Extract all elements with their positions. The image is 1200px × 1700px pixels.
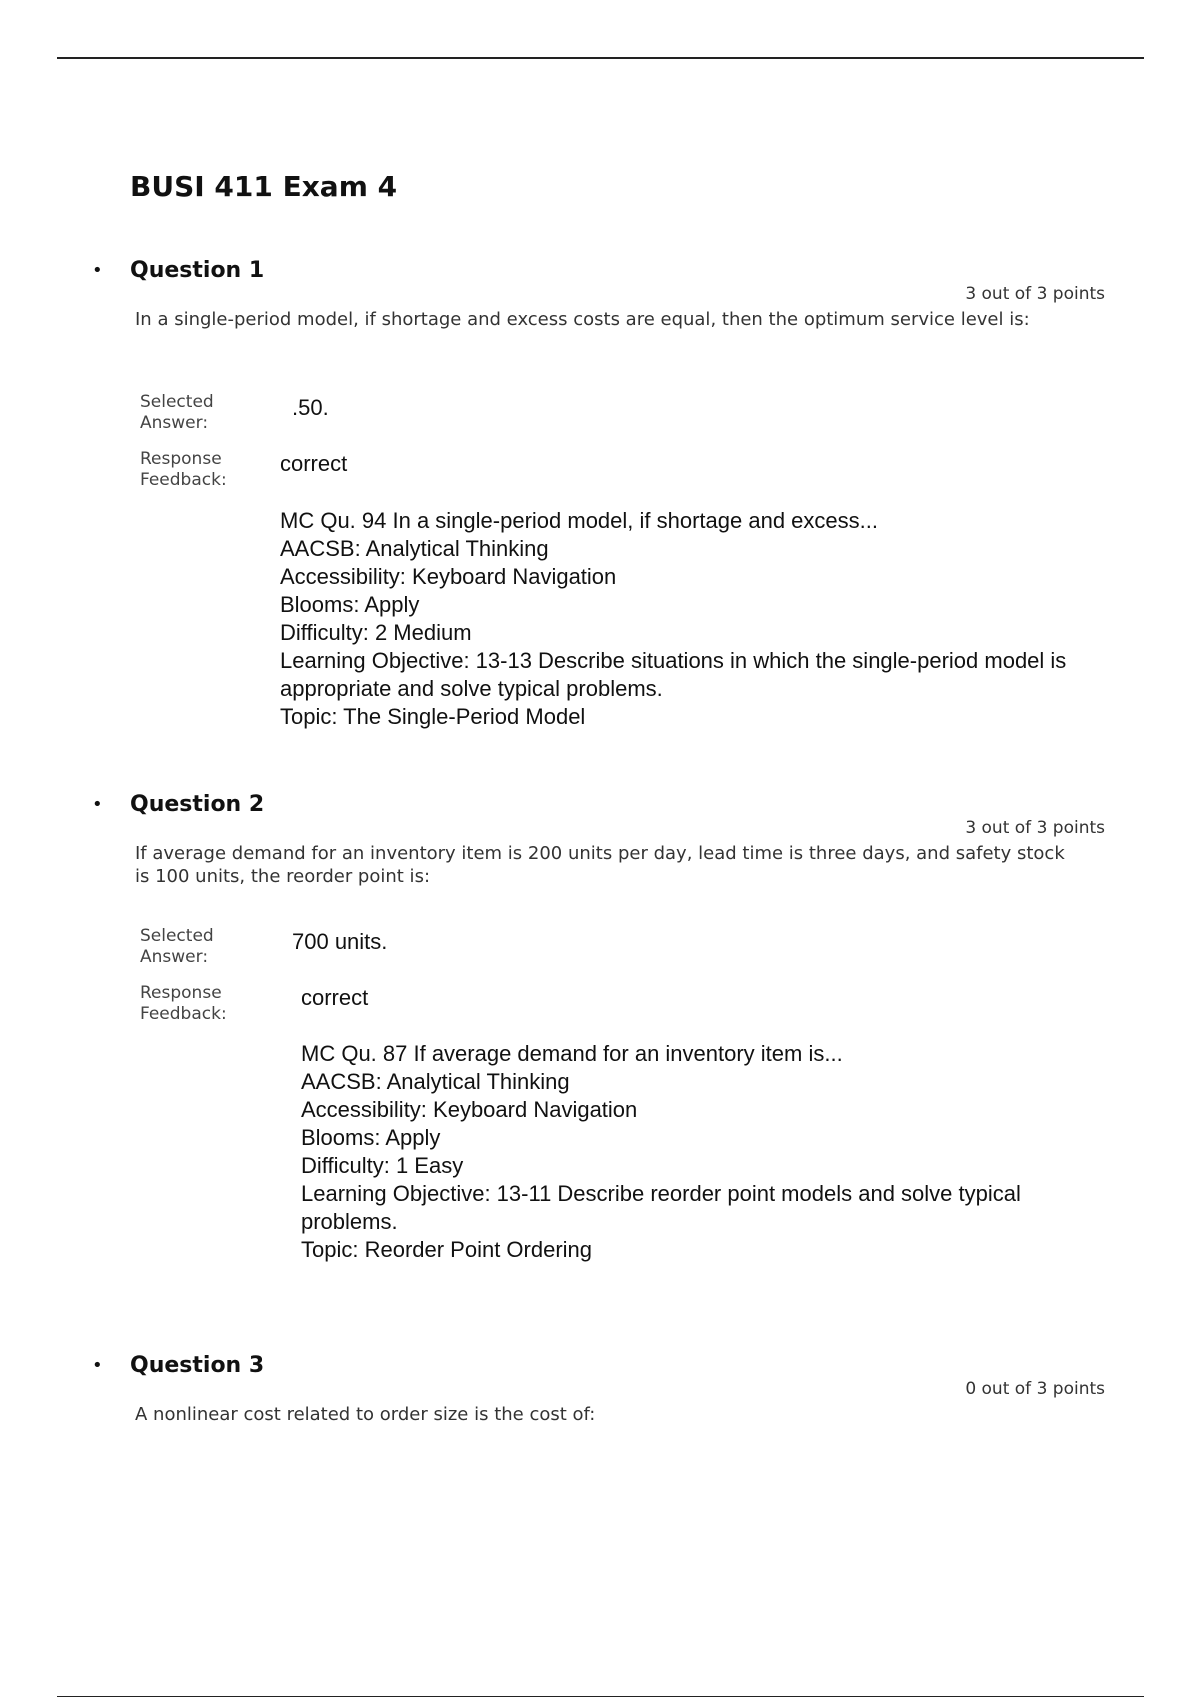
feedback-metadata [301,1040,1101,1264]
question-text: If average demand for an inventory item is 200 units per day, lead time is three days, and safety stock is 100 units, the reorder point is: [135,843,1065,887]
metadata-line: Blooms: Apply [301,1125,441,1150]
question-points: 0 out of 3 points [965,1379,1105,1399]
metadata-line: Difficulty: 2 Medium [280,620,472,645]
bullet-icon: • [92,260,103,281]
selected-answer-value: .50. [292,395,329,420]
response-feedback-label: Response Feedback: [140,983,227,1024]
question-title: Question 2 [130,792,265,817]
question-text: In a single-period model, if shortage and excess costs are equal, then the optimum service level is: [135,309,1030,330]
page-title: BUSI 411 Exam 4 [130,170,398,203]
metadata-line: Accessibility: Keyboard Navigation [301,1097,638,1122]
bullet-icon: • [92,794,103,815]
metadata-line: AACSB: Analytical Thinking [280,536,549,561]
metadata-line: MC Qu. 94 In a single-period model, if shortage and excess... [280,508,878,533]
metadata-line: AACSB: Analytical Thinking [301,1069,570,1094]
question-points: 3 out of 3 points [965,818,1105,838]
response-feedback-value: correct [301,985,369,1010]
question-text: A nonlinear cost related to order size is the cost of: [135,1404,596,1425]
metadata-line: Learning Objective: 13-11 Describe reorder point models and solve typical problems. [301,1181,1021,1234]
selected-answer-label: Selected Answer: [140,926,214,967]
metadata-line: Topic: The Single-Period Model [280,704,586,729]
top-divider [57,57,1144,59]
metadata-line: Topic: Reorder Point Ordering [301,1237,593,1262]
feedback-metadata [280,507,1080,731]
question-header [92,792,264,817]
bullet-icon: • [92,1355,103,1376]
metadata-line: Blooms: Apply [280,592,420,617]
selected-answer-label: Selected Answer: [140,392,214,433]
question-header [92,1353,264,1378]
metadata-line: Difficulty: 1 Easy [301,1153,464,1178]
question-title: Question 3 [130,1353,265,1378]
selected-answer-value: 700 units. [292,929,388,954]
question-title: Question 1 [130,258,265,283]
question-points: 3 out of 3 points [965,284,1105,304]
bottom-divider [57,1696,1144,1697]
response-feedback-value: correct [280,451,348,476]
metadata-line: MC Qu. 87 If average demand for an inventory item is... [301,1041,843,1066]
metadata-line: Accessibility: Keyboard Navigation [280,564,617,589]
response-feedback-label: Response Feedback: [140,449,227,490]
question-header [92,258,264,283]
metadata-line: Learning Objective: 13-13 Describe situations in which the single-period model is appropriate and solve typical problems. [280,648,1067,701]
